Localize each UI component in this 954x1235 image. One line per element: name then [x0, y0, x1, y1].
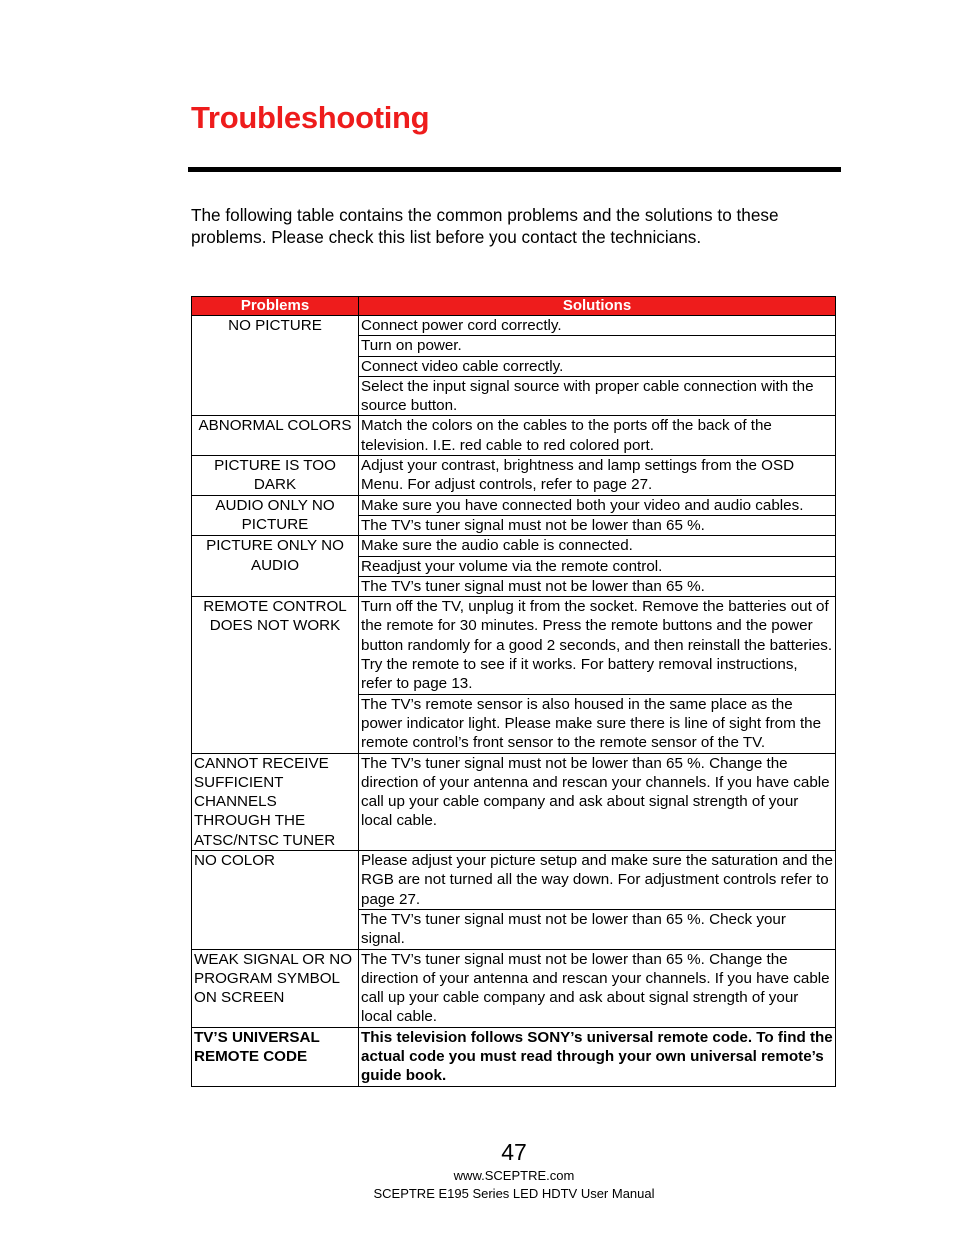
problem-cell: NO PICTURE — [192, 316, 359, 416]
solution-cell: Please adjust your picture setup and make sure the saturation and the RGB are not turned all the way down. For adjustment controls refer to page 27. — [359, 851, 836, 910]
footer-manual-title: SCEPTRE E195 Series LED HDTV User Manual — [373, 1186, 655, 1201]
table-header-row — [192, 297, 836, 316]
table-row — [192, 536, 836, 556]
solution-cell: Connect video cable correctly. — [359, 356, 836, 376]
page-number: 47 — [501, 1139, 527, 1165]
solution-cell: The TV’s tuner signal must not be lower than 65 %. — [359, 515, 836, 535]
solution-cell: The TV’s tuner signal must not be lower than 65 %. Change the direction of your antenna and rescan your channels. If you have cable call up your cable company and ask about signal strength of your local cable. — [359, 949, 836, 1027]
solution-cell: Select the input signal source with proper cable connection with the source button. — [359, 376, 836, 416]
solution-cell: This television follows SONY’s universal remote code. To find the actual code you must read through your own universal remote’s guide book. — [359, 1027, 836, 1086]
solution-cell: The TV’s tuner signal must not be lower than 65 %. Change the direction of your antenna and rescan your channels. If you have cable call up your cable company and ask about signal strength of your local cable. — [359, 753, 836, 850]
problem-cell: TV’S UNIVERSAL REMOTE CODE — [192, 1027, 359, 1086]
table-row — [192, 753, 836, 850]
problem-cell: NO COLOR — [192, 851, 359, 949]
problem-cell: REMOTE CONTROL DOES NOT WORK — [192, 597, 359, 753]
solution-cell: Match the colors on the cables to the ports off the back of the television. I.E. red cable to red colored port. — [359, 416, 836, 456]
table-row — [192, 416, 836, 456]
solution-cell: Readjust your volume via the remote control. — [359, 556, 836, 576]
intro-paragraph: The following table contains the common problems and the solutions to these problems. Please check this list before you contact the technicians. — [191, 205, 779, 247]
solution-cell: The TV’s tuner signal must not be lower than 65 %. Check your signal. — [359, 909, 836, 949]
footer-website: www.SCEPTRE.com — [453, 1168, 575, 1183]
solution-cell: The TV’s tuner signal must not be lower than 65 %. — [359, 576, 836, 596]
troubleshooting-table — [191, 296, 836, 1087]
table-row — [192, 316, 836, 336]
table-row — [192, 949, 836, 1027]
table-row — [192, 495, 836, 515]
header-problems: Problems — [192, 297, 359, 316]
solution-cell: Connect power cord correctly. — [359, 316, 836, 336]
title-divider — [188, 167, 841, 172]
page-title: Troubleshooting — [191, 100, 430, 135]
problem-cell: PICTURE ONLY NO AUDIO — [192, 536, 359, 597]
table-row — [192, 851, 836, 910]
problem-cell: WEAK SIGNAL OR NO PROGRAM SYMBOL ON SCREEN — [192, 949, 359, 1027]
problem-cell: ABNORMAL COLORS — [192, 416, 359, 456]
solution-cell: Turn on power. — [359, 336, 836, 356]
solution-cell: The TV’s remote sensor is also housed in the same place as the power indicator light. Please make sure there is line of sight from the remote control’s front sensor to the remote sensor of the TV. — [359, 694, 836, 753]
header-solutions: Solutions — [359, 297, 836, 316]
table-row — [192, 597, 836, 694]
solution-cell: Make sure you have connected both your video and audio cables. — [359, 495, 836, 515]
problem-cell: AUDIO ONLY NO PICTURE — [192, 495, 359, 536]
table-row — [192, 1027, 836, 1086]
problem-cell: PICTURE IS TOO DARK — [192, 456, 359, 496]
solution-cell: Turn off the TV, unplug it from the socket. Remove the batteries out of the remote for 30 minutes. Press the remote buttons and the power button randomly for a good 2 seconds, and then reinstall the batteries. Try the remote to see if it works. For battery removal instructions, refer to page 13. — [359, 597, 836, 694]
problem-cell: CANNOT RECEIVE SUFFICIENT CHANNELS THROUGH THE ATSC/NTSC TUNER — [192, 753, 359, 850]
table-row — [192, 456, 836, 496]
solution-cell: Make sure the audio cable is connected. — [359, 536, 836, 556]
solution-cell: Adjust your contrast, brightness and lamp settings from the OSD Menu. For adjust controls, refer to page 27. — [359, 456, 836, 496]
